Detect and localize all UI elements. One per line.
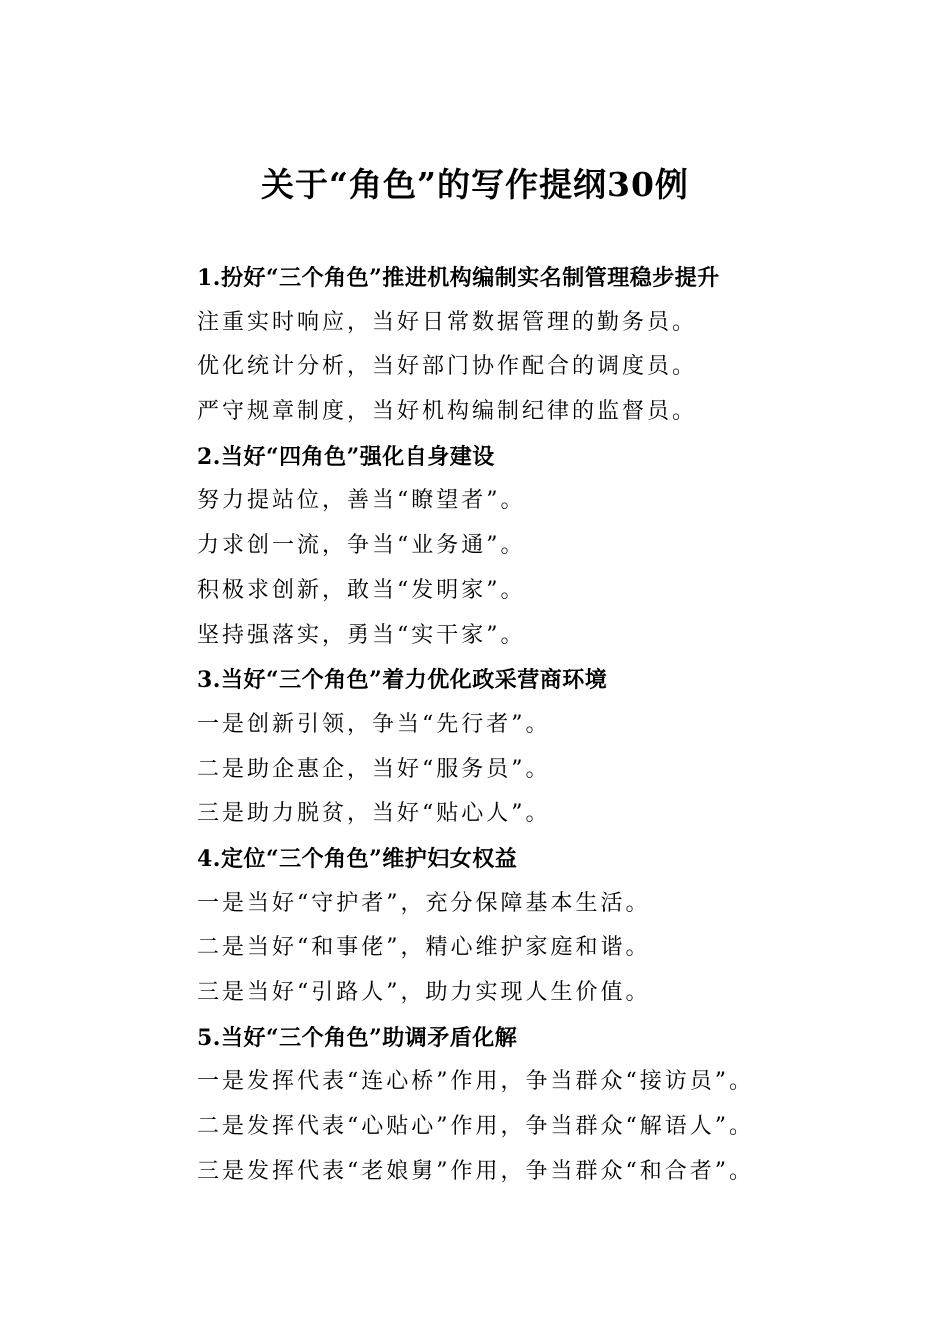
section-line: 三是助力脱贫，当好“贴心人”。	[197, 801, 551, 827]
section-line: 一是当好“守护者”，充分保障基本生活。	[197, 890, 651, 916]
section-line: 二是发挥代表“心贴心”作用，争当群众“解语人”。	[197, 1114, 754, 1140]
document-body	[197, 256, 937, 1194]
document-title: 关于“角色”的写作提纲30例	[261, 165, 689, 204]
section-line: 一是发挥代表“连心桥”作用，争当群众“接访员”。	[197, 1069, 754, 1095]
section-4	[197, 837, 937, 1016]
section-5	[197, 1016, 937, 1195]
section-heading: 3.当好“三个角色”着力优化政采营商环境	[197, 667, 608, 694]
section-heading: 2.当好“四角色”强化自身建设	[197, 443, 495, 470]
section-line: 三是当好“引路人”，助力实现人生价值。	[197, 980, 651, 1005]
section-heading: 4.定位“三个角色”维护妇女权益	[197, 845, 518, 872]
section-1	[197, 256, 937, 435]
section-line: 二是当好“和事佬”，精心维护家庭和谐。	[197, 935, 651, 961]
section-2	[197, 435, 937, 658]
section-line: 严守规章制度，当好机构编制纪律的监督员。	[197, 399, 698, 425]
section-3	[197, 658, 937, 837]
section-heading: 5.当好“三个角色”助调矛盾化解	[197, 1024, 518, 1051]
section-line: 努力提站位，善当“瞭望者”。	[197, 488, 526, 514]
section-line: 积极求创新，敢当“发明家”。	[197, 577, 526, 603]
section-line: 优化统计分析，当好部门协作配合的调度员。	[197, 354, 698, 380]
section-line: 注重实时响应，当好日常数据管理的勤务员。	[197, 309, 698, 335]
section-heading: 1.扮好“三个角色”推进机构编制实名制管理稳步提升	[197, 265, 720, 291]
section-line: 三是发挥代表“老娘舅”作用，争当群众“和合者”。	[197, 1158, 754, 1184]
section-line: 力求创一流，争当“业务通”。	[197, 533, 526, 559]
section-line: 二是助企惠企，当好“服务员”。	[197, 756, 551, 782]
section-line: 一是创新引领，争当“先行者”。	[197, 711, 551, 737]
section-line: 坚持强落实，勇当“实干家”。	[197, 622, 526, 648]
